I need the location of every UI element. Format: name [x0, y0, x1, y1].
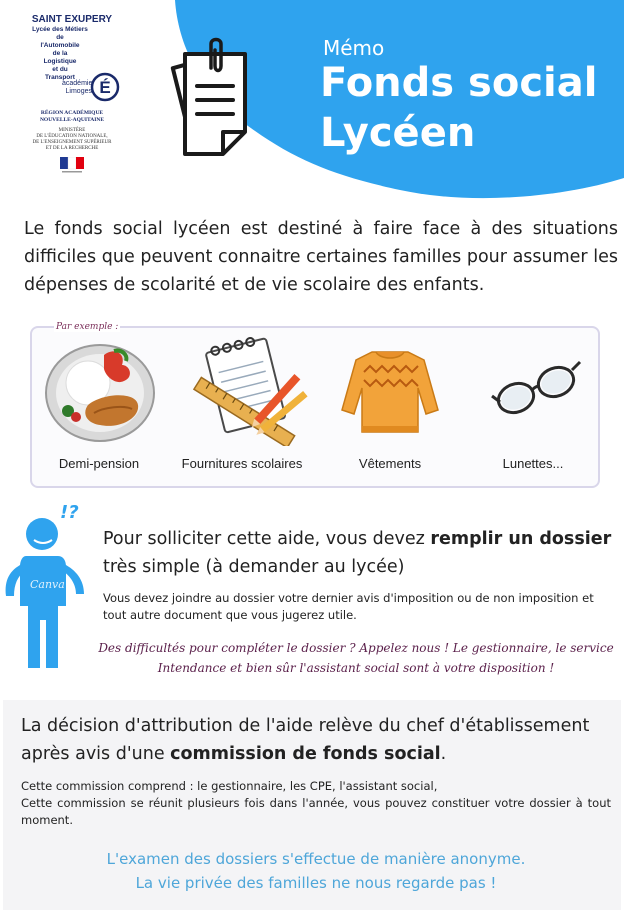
- anonymity-note: L'examen des dossiers s'effectue de manière anonyme. La vie privée des familles ne nous regarde pas !: [106, 850, 526, 892]
- decision-paragraph: La décision d'attribution de l'aide relève du chef d'établissement après avis d'une commission de fonds social.: [21, 716, 590, 764]
- ministere-label: MINISTÈRE DE L'ÉDUCATION NATIONALE, DE L'ENSEIGNEMENT SUPÉRIEUR ET DE LA RECHERCHE: [32, 128, 112, 151]
- memo-label: Mémo: [323, 36, 385, 60]
- question-marks: !?: [60, 502, 79, 523]
- title-line-2: Lycéen: [320, 110, 476, 156]
- sweater-icon: [340, 346, 440, 436]
- commission-paragraph: [21, 778, 611, 829]
- example-demi-pension: Demi-pension: [58, 456, 140, 471]
- school-name: SAINT EXUPERY: [31, 14, 113, 25]
- marianne-icon: [60, 157, 84, 175]
- example-fournitures: Fournitures scolaires: [181, 456, 303, 471]
- canva-watermark: Canva: [30, 578, 65, 591]
- ask-paragraph: Pour solliciter cette aide, vous devez remplir un dossier très simple (à demander au lycée): [103, 529, 612, 577]
- page-title: [320, 58, 620, 158]
- example-lunettes: Lunettes...: [502, 456, 564, 471]
- ask-documents-note: Vous devez joindre au dossier votre dernier avis d'imposition ou de non imposition et tout autre document que vous jugerez utile.: [103, 591, 594, 622]
- plate-icon: [44, 343, 158, 443]
- svg-text:É: É: [99, 78, 111, 97]
- decision-panel: [3, 700, 621, 910]
- examples-label: Par exemple :: [56, 322, 119, 332]
- ask-highlight: remplir un dossier: [430, 529, 612, 549]
- notebook-icon: [188, 336, 308, 446]
- region-label: RÉGION ACADÉMIQUE NOUVELLE-AQUITAINE: [39, 110, 105, 123]
- commission-members: Cette commission comprend : le gestionnaire, les CPE, l'assistant social,: [21, 779, 438, 793]
- academie-label: académie Limoges: [62, 80, 93, 95]
- school-logo: [22, 14, 122, 180]
- intro-paragraph: Le fonds social lycéen est destiné à faire face à des situations difficiles que peuvent connaitre certaines familles pour assumer les dépenses de scolarité et de vie scolaire des enfants.: [24, 219, 618, 295]
- contact-note: Des difficultés pour compléter le dossier ? Appelez nous ! Le gestionnaire, le service Intendance et bien sûr l'assistant social sont à votre disposition !: [98, 641, 614, 675]
- decision-highlight: commission de fonds social: [170, 744, 441, 764]
- academie-e-icon: [90, 72, 120, 102]
- school-description: Lycée des Métiers de l'Automobile de la Logistique et du Transport: [32, 26, 88, 81]
- example-vetements: Vêtements: [358, 456, 422, 471]
- commission-meetings: Cette commission se réunit plusieurs fois dans l'année, vous pouvez constituer votre dossier à tout moment.: [21, 796, 611, 827]
- glasses-icon: [486, 356, 582, 422]
- memo-notes-icon: [165, 36, 285, 156]
- title-line-1: Fonds social: [320, 60, 598, 106]
